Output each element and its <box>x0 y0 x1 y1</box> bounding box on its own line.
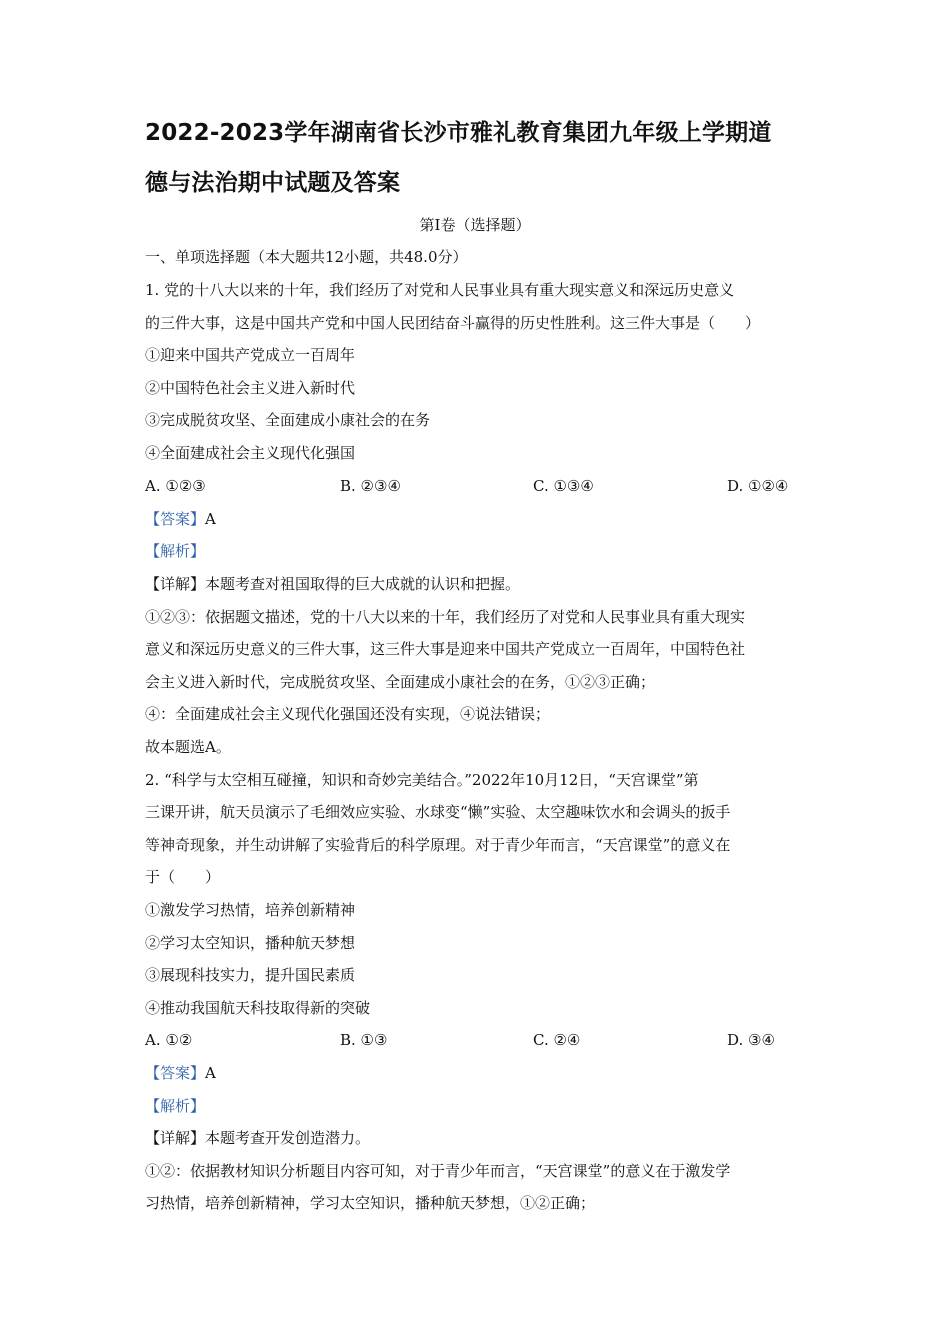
q2-answer-value: A <box>205 1064 216 1082</box>
q1-explain-line-2: 意义和深远历史意义的三件大事，这三件大事是迎来中国共产党成立一百周年，中国特色社 <box>145 640 746 658</box>
q2-analysis <box>145 1094 205 1118</box>
q2-option-b: B. ①③ <box>340 1031 388 1049</box>
q1-answer <box>145 507 216 531</box>
q1-item-1: ①迎来中国共产党成立一百周年 <box>145 346 356 364</box>
q1-stem-line-2: 的三件大事，这是中国共产党和中国人民团结奋斗赢得的历史性胜利。这三件大事是（ ） <box>145 314 761 332</box>
q1-item-3: ③完成脱贫攻坚、全面建成小康社会的在务 <box>145 411 431 429</box>
q1-answer-tag: 【答案】 <box>145 510 206 528</box>
q2-stem-line-4: 于（ ） <box>145 868 221 886</box>
q2-item-4: ④推动我国航天科技取得新的突破 <box>145 999 371 1017</box>
document-title-line-2: 德与法治期中试题及答案 <box>145 170 401 196</box>
q2-item-3: ③展现科技实力，提升国民素质 <box>145 966 356 984</box>
q2-stem-line-1: 2. “科学与太空相互碰撞，知识和奇妙完美结合。”2022年10月12日，“天宫课堂”第 <box>145 771 699 789</box>
q1-item-4: ④全面建成社会主义现代化强国 <box>145 444 356 462</box>
q1-option-b: B. ②③④ <box>340 477 401 495</box>
document-title-line-1: 2022-2023学年湖南省长沙市雅礼教育集团九年级上学期道 <box>145 120 772 146</box>
q1-analysis <box>145 539 205 563</box>
q1-answer-value: A <box>205 510 216 528</box>
q1-item-2: ②中国特色社会主义进入新时代 <box>145 379 356 397</box>
q2-detail-tag: 【详解】 <box>145 1129 206 1147</box>
q2-stem-line-3: 等神奇现象，并生动讲解了实验背后的科学原理。对于青少年而言，“天宫课堂”的意义在 <box>145 836 731 854</box>
q2-item-1: ①激发学习热情，培养创新精神 <box>145 901 356 919</box>
q2-answer <box>145 1061 216 1085</box>
q1-stem-line-1: 1. 党的十八大以来的十年，我们经历了对党和人民事业具有重大现实意义和深远历史意义 <box>145 281 735 299</box>
q1-detail-tag: 【详解】 <box>145 575 206 593</box>
q2-answer-tag: 【答案】 <box>145 1064 206 1082</box>
section-heading: 第Ⅰ卷（选择题） <box>419 216 531 234</box>
q1-explain-line-5: 故本题选A。 <box>145 738 231 756</box>
q2-explain-line-1: ①②：依据教材知识分析题目内容可知，对于青少年而言，“天宫课堂”的意义在于激发学 <box>145 1162 731 1180</box>
q1-explain-line-3: 会主义进入新时代，完成脱贫攻坚、全面建成小康社会的在务，①②③正确； <box>145 673 656 691</box>
q2-option-d: D. ③④ <box>727 1031 775 1049</box>
q1-detail <box>145 572 520 596</box>
q2-option-a: A. ①② <box>145 1031 193 1049</box>
q2-detail <box>145 1126 370 1150</box>
q1-option-a: A. ①②③ <box>145 477 206 495</box>
part-heading: 一、单项选择题（本大题共12小题，共48.0分） <box>145 248 468 266</box>
q1-explain-line-1: ①②③：依据题文描述，党的十八大以来的十年，我们经历了对党和人民事业具有重大现实 <box>145 608 746 626</box>
q2-analysis-tag: 【解析】 <box>145 1097 206 1115</box>
q1-analysis-tag: 【解析】 <box>145 542 206 560</box>
q1-detail-text: 本题考查对祖国取得的巨大成就的认识和把握。 <box>205 575 521 593</box>
q2-option-c: C. ②④ <box>533 1031 581 1049</box>
q1-option-c: C. ①③④ <box>533 477 594 495</box>
q2-item-2: ②学习太空知识，播种航天梦想 <box>145 934 356 952</box>
q2-stem-line-2: 三课开讲，航天员演示了毛细效应实验、水球变“懒”实验、太空趣味饮水和会调头的扳手 <box>145 803 731 821</box>
q1-explain-line-4: ④：全面建成社会主义现代化强国还没有实现，④说法错误； <box>145 705 551 723</box>
q1-option-d: D. ①②④ <box>727 477 789 495</box>
q2-explain-line-2: 习热情，培养创新精神，学习太空知识，播种航天梦想，①②正确； <box>145 1194 596 1212</box>
q2-detail-text: 本题考查开发创造潜力。 <box>205 1129 371 1147</box>
